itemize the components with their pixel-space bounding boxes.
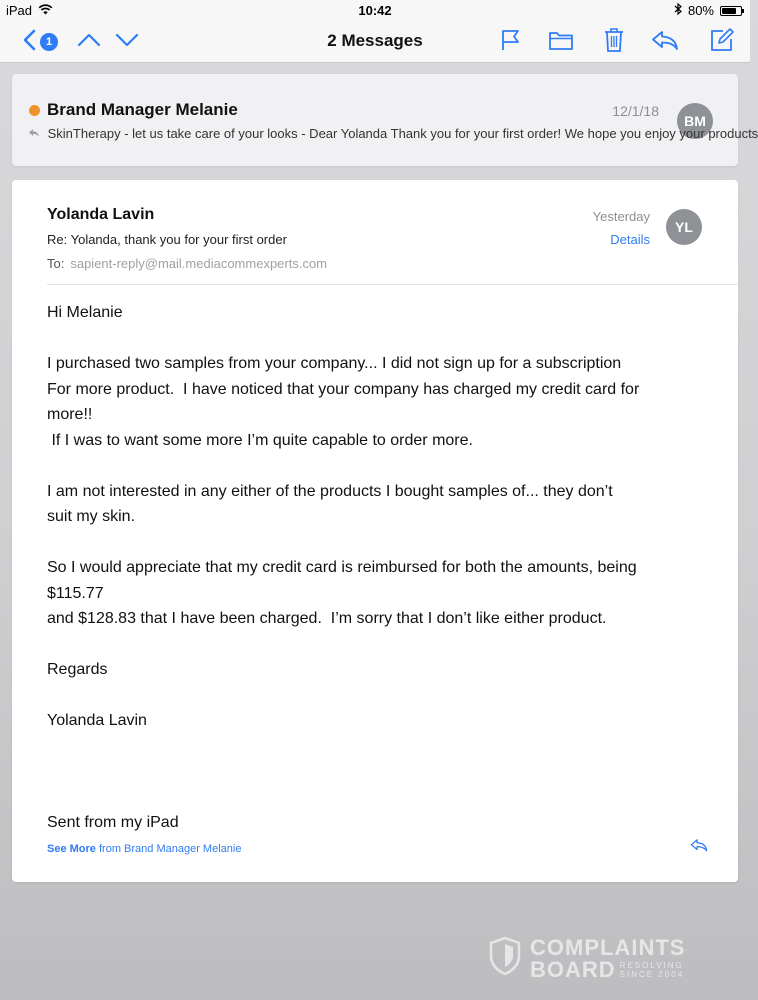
see-more-link[interactable] (47, 843, 241, 855)
trash-button[interactable] (603, 28, 625, 56)
inline-reply-button[interactable] (690, 838, 708, 857)
compose-icon (709, 27, 735, 58)
status-time: 10:42 (358, 3, 392, 18)
message-sender: Yolanda Lavin (47, 206, 155, 223)
message-date: Yesterday (592, 209, 650, 224)
body-line: more!! (47, 406, 93, 423)
avatar: BM (677, 103, 713, 139)
toolbar-title: 2 Messages (327, 31, 423, 50)
snippet-text: SkinTherapy - let us take care of your looks - Dear Yolanda Thank you for your first order! We hope you enjoy your products (47, 126, 758, 141)
body-line: Regards (47, 661, 108, 678)
body-line: and $128.83 that I have been charged. I’m sorry that I don’t like either product. (47, 610, 607, 627)
move-folder-button[interactable] (548, 28, 574, 56)
reply-icon (651, 29, 679, 56)
body-line: Yolanda Lavin (47, 712, 147, 729)
message-snippet (28, 126, 758, 141)
avatar: YL (666, 209, 702, 245)
recipient-address[interactable]: sapient-reply@mail.mediacommexperts.com (70, 256, 328, 271)
battery-percent: 80% (687, 3, 714, 18)
header-divider (47, 284, 738, 285)
device-label: iPad (6, 3, 33, 18)
message-body (47, 300, 717, 836)
body-line: Hi Melanie (47, 304, 123, 321)
trash-icon (603, 27, 625, 58)
message-date: 12/1/18 (612, 103, 659, 119)
flag-icon (500, 28, 522, 57)
watermark-line1: COMPLAINTS (530, 934, 686, 960)
recipient-line (47, 256, 327, 271)
watermark-tag1: RESOLVING (619, 960, 684, 970)
message-card-collapsed[interactable] (12, 74, 758, 166)
reply-button[interactable] (651, 28, 679, 56)
battery-icon (720, 6, 742, 16)
status-bar (0, 0, 750, 22)
details-link[interactable]: Details (610, 232, 650, 247)
flag-button[interactable] (500, 28, 522, 56)
see-more-source: from Brand Manager Melanie (98, 843, 242, 855)
back-badge: 1 (40, 33, 58, 51)
watermark-tag2: SINCE 2004 (619, 969, 685, 979)
bluetooth-icon (674, 3, 682, 18)
body-line: I am not interested in any either of the products I bought samples of... they don’t (47, 482, 613, 500)
folder-icon (548, 29, 574, 56)
message-sender: Brand Manager Melanie (47, 100, 238, 119)
body-line: Sent from my iPad (47, 814, 179, 831)
reply-icon (690, 839, 708, 856)
to-label: To: (47, 256, 65, 271)
toolbar (0, 22, 750, 63)
see-more-label: See More (47, 843, 96, 855)
shield-icon (488, 936, 522, 981)
unread-indicator (29, 105, 40, 116)
message-card-open (12, 180, 738, 882)
body-line: So I would appreciate that my credit card is reimbursed for both the amounts, being (47, 559, 637, 576)
body-line: I purchased two samples from your company... I did not sign up for a subscription (47, 355, 622, 372)
body-line: $115.77 (47, 584, 104, 602)
body-line: If I was to want some more I’m quite capable to order more. (47, 431, 473, 449)
watermark-line2: BOARD (530, 956, 616, 982)
body-line: For more product. I have noticed that your company has charged my credit card for (47, 380, 640, 398)
watermark (488, 936, 685, 981)
message-subject: Re: Yolanda, thank you for your first order (47, 232, 287, 247)
replied-icon (28, 126, 44, 141)
compose-button[interactable] (709, 28, 735, 56)
body-line: suit my skin. (47, 508, 136, 525)
